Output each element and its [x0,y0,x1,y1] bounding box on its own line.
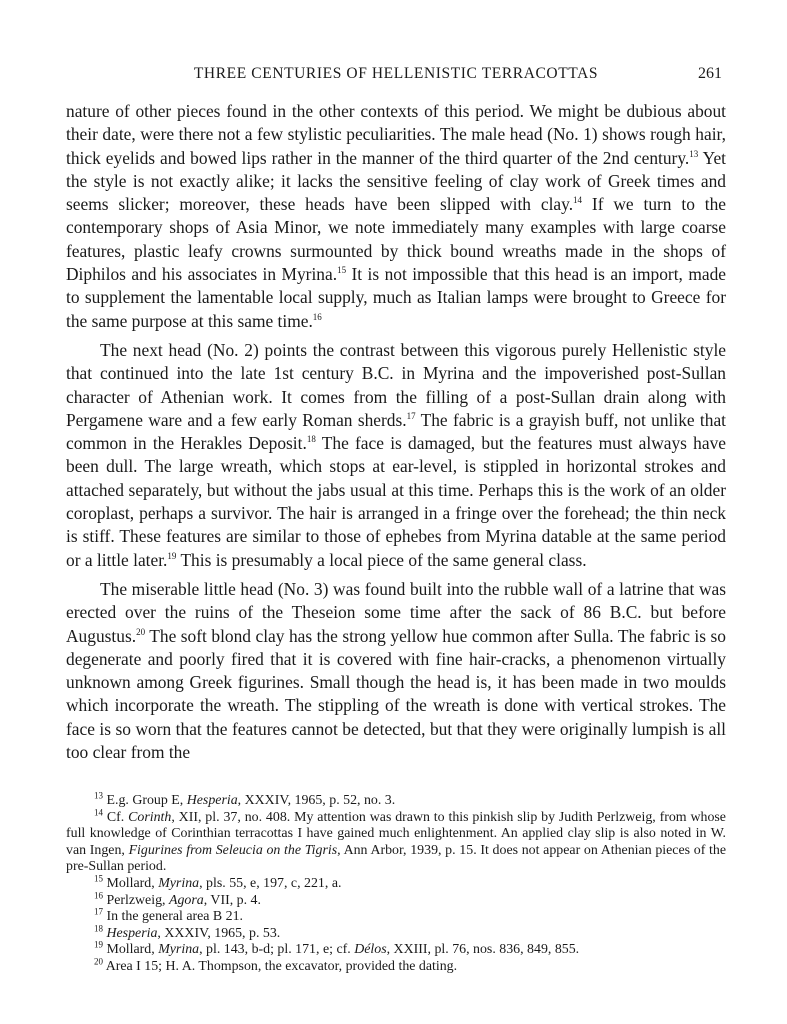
paragraph-3 [66,578,726,764]
footnote-ref: 17 [406,411,416,422]
footnote-text: , XXXIV, 1965, p. 52, no. 3. [237,793,396,808]
footnote-italic: Délos [354,942,387,958]
footnote-text: , XXXIV, 1965, p. 53. [157,925,281,941]
footnote-number: 15 [94,873,103,884]
footnote-italic: Myrina [158,942,200,958]
footnote-number: 13 [94,790,103,801]
paragraph-1 [66,100,726,333]
footnote-text: In the general area B 21. [106,909,244,925]
paragraph-text: The face is damaged, but the features must always have been dull. The large wreath, which stops at ear-level, is stippled in horizontal strokes and attached separately, but without the jabs usual at this time. Perhaps this is the work of an older coroplast, perhaps a survivor. The hair is arranged in a fringe over the forehead; the thin neck is stiff. These features are similar to those of ephebes from Myrina datable at the same period or a little later. [66,433,726,570]
footnote-ref: 15 [337,265,347,276]
paragraph-text: The miserable little head (No. 3) was found built into the rubble wall of a latrine that was erected over the ruins of the Theseion some time after the sack of 86 B.C. but before Augustus. [66,578,726,646]
footnote-text: Cf. [106,809,129,825]
footnote-italic: Hesperia [186,793,238,808]
paragraph-text: The next head (No. 2) points the contrast between this vigorous purely Hellenistic style that continued into the late 1st century B.C. in Myrina and the impoverished post-Sullan character of Athenian work. It comes from the filling of a post-Sullan drain along with Pergamene ware and a few early Roman sherds. [66,339,726,430]
footnote-text: , Ann Arbor, 1939, p. 15. It does not appear on Athenian pieces of the pre-Sullan period. [66,842,726,875]
footnote-number: 19 [94,939,103,950]
footnote-italic: Myrina [158,875,200,891]
footnote-text: Perlzweig, [106,892,169,908]
footnote-ref: 14 [573,195,583,206]
footnote-italic: Agora [168,892,204,908]
paragraph-text: nature of other pieces found in the other contexts of this period. We might be dubious about their date, were there not a few stylistic peculiarities. The male head (No. 1) shows rough hair, thick eyelids and bowed lips rather in the manner of the third quarter of the 2nd century. [66,101,726,168]
paragraph-text: If we turn to the contemporary shops of Asia Minor, we note immediately many examples with large coarse features, plastic leafy crowns surmounted by thick bound wreaths made in the shops of Diphilos and his associates in Myrina. [66,194,726,285]
footnote-number: 14 [94,806,103,817]
paragraph-text: The fabric is a grayish buff, not unlike that common in the Herakles Deposit. [66,409,726,454]
footnote-text: Mollard, [106,875,159,891]
footnotes [66,790,726,976]
footnote-17 [66,906,726,926]
footnote-20 [66,956,726,976]
page-number: 261 [698,65,722,82]
footnote-ref: 16 [312,311,322,322]
paragraph-text: It is not impossible that this head is an import, made to supplement the lamentable local supply, much as Italian lamps were brought to Greece for the same purpose at this same time. [66,264,726,331]
footnote-text: Area I 15; H. A. Thompson, the excavator, provided the dating. [105,958,458,974]
footnote-16 [66,889,726,910]
footnote-number: 18 [94,923,103,934]
footnote-text: , XII, pl. 37, no. 408. My attention was drawn to this pinkish slip by Judith Perlzweig, from whose full knowledge of Corinthian terracottas I have gained much enlightenment. An applied clay slip is also noted in W. van Ingen, [66,809,726,858]
footnote-number: 20 [94,956,103,967]
footnote-text: , pls. 55, e, 197, c, 221, a. [199,875,342,891]
paragraph-2 [66,339,726,572]
paragraph-text: The soft blond clay has the strong yellow hue common after Sulla. The fabric is so degenerate and poorly fired that it is covered with fine hair-cracks, a phenomenon virtually unknown among Greek figurines. Small though the head is, it has been made in two moulds which incorporate the wreath. The stippling of the wreath is done with vertical strokes. The face is so worn that the features cannot be detected, but that they were originally lumpish is all too clear from the [66,625,726,763]
footnote-14 [66,806,726,876]
footnote-ref: 18 [306,434,316,445]
footnote-text: , pl. 143, b-d; pl. 171, e; cf. [199,942,355,958]
footnote-italic: Corinth [128,809,172,825]
footnote-ref: 20 [136,626,146,637]
footnote-19 [66,939,726,959]
footnote-13 [66,790,726,810]
footnote-number: 16 [94,889,103,900]
footnote-italic: Hesperia [106,925,158,941]
footnote-ref: 19 [167,550,177,561]
paragraph-text: Yet the style is not exactly alike; it lacks the sensitive feeling of clay work of Greek times and seems slicker; moreover, these heads have been slipped with clay. [66,147,726,215]
footnote-18 [66,923,726,943]
footnote-text: E.g. Group E, [106,793,187,808]
body-text [66,100,726,764]
footnote-text: , VII, p. 4. [203,892,261,908]
paragraph-text: This is presumably a local piece of the same general class. [176,549,587,570]
page-header [66,62,726,86]
footnote-15 [66,873,726,893]
running-head: THREE CENTURIES OF HELLENISTIC TERRACOTTAS [193,65,599,82]
footnote-ref: 13 [689,148,699,159]
footnote-number: 17 [94,906,103,917]
footnote-italic: Figurines from Seleucia on the Tigris [128,842,338,858]
footnote-text: Mollard, [106,942,159,958]
footnote-text: , XXIII, pl. 76, nos. 836, 849, 855. [386,942,580,958]
